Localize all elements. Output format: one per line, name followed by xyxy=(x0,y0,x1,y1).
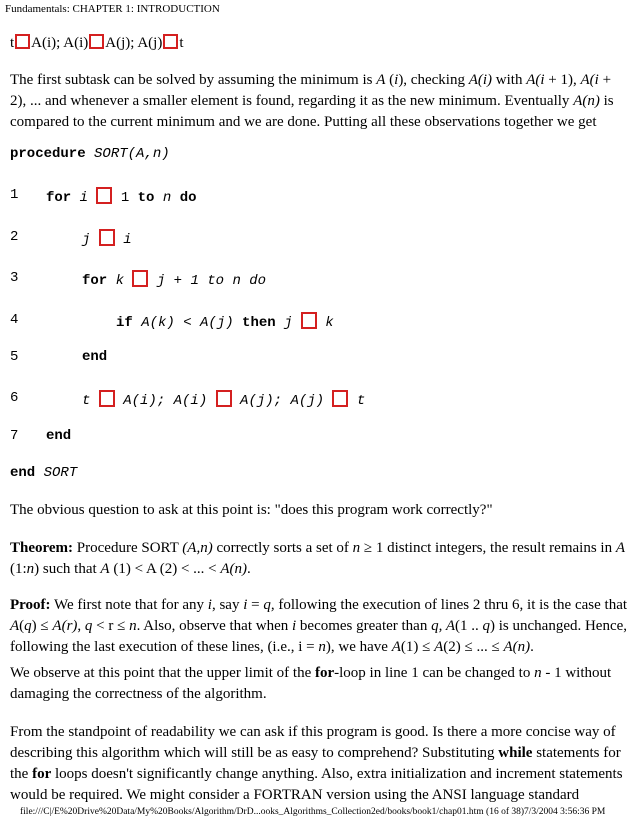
code-line-6-body: t A(i); A(i) A(j); A(j) t xyxy=(82,390,365,409)
assignment-arrow-icon xyxy=(96,187,112,204)
assignment-arrow-icon xyxy=(15,34,30,49)
code-line-7: 7 xyxy=(10,428,19,444)
code-line-2: 2 xyxy=(10,229,19,245)
code-line-4-body: if A(k) < A(j) then j k xyxy=(116,312,334,331)
code-line-3: 3 xyxy=(10,270,19,286)
code-line-4: 4 xyxy=(10,312,19,328)
paragraph-proof: Proof: We first note that for any i, say i = q, following the execution of lines 2 thru 6, it is the case that A(q) ≤ A(r), q < r ≤ n. Also, observe that when i becomes greater than q, A(1 .. q) is unchanged. Hence, following the last execution of these lines, (i.e., i = n), we have A(1) ≤ A(2) ≤ ... ≤ A(n). xyxy=(10,597,628,655)
assignment-arrow-icon xyxy=(216,390,232,407)
assignment-arrow-icon xyxy=(301,312,317,329)
assignment-arrow-icon xyxy=(163,34,178,49)
paragraph-observe: We observe at this point that the upper limit of the for-loop in line 1 can be changed to n - 1 without damaging the correctness of the algorithm. xyxy=(10,665,612,702)
assignment-arrow-icon xyxy=(132,270,148,287)
page-footer: file:///C|/E%20Drive%20Data/My%20Books/Algorithm/DrD...ooks_Algorithms_Collection2ed/books/book1/chap01.htm (16 of 38)7/3/2004 3:56:36 PM xyxy=(20,807,606,817)
code-line-5-body: end xyxy=(82,349,108,365)
code-procedure-line: procedure SORT(A,n) xyxy=(10,146,170,162)
assignment-arrow-icon xyxy=(99,229,115,246)
paragraph-readability: From the standpoint of readability we can ask if this program is good. Is there a more concise way of describing this algorithm which will still be as easy to comprehend? Substituting while statements for the for loops doesn't significantly change anything. Also, extra initialization and increment statements would be required. We might consider a FORTRAN version using the ANSI language standard xyxy=(10,724,623,803)
assignment-arrow-icon xyxy=(332,390,348,407)
code-end-line: end SORT xyxy=(10,465,78,481)
code-line-3-body: for k j + 1 to n do xyxy=(82,270,266,289)
assignment-arrow-icon xyxy=(89,34,104,49)
code-line-1-body: for i 1 to n do xyxy=(46,187,197,206)
paragraph-subtask: The first subtask can be solved by assuming the minimum is A (i), checking A(i) with A(i + 1), A(i + 2), ... and whenever a smaller element is found, regarding it as the new minimum. Eventually A(n) is compared to the current minimum and we are done. Putting all these observations together we get xyxy=(10,72,614,130)
page-header: Fundamentals: CHAPTER 1: INTRODUCTION xyxy=(5,3,220,15)
paragraph-question: The obvious question to ask at this point is: "does this program work correctly?" xyxy=(10,502,493,518)
code-line-1: 1 xyxy=(10,187,19,203)
assignment-arrow-icon xyxy=(99,390,115,407)
code-line-6: 6 xyxy=(10,390,19,406)
code-line-5: 5 xyxy=(10,349,19,365)
code-line-7-body: end xyxy=(46,428,72,444)
swap-statement: t A(i); A(i) A(j); A(j) t xyxy=(10,35,184,51)
code-line-2-body: j i xyxy=(82,229,132,248)
paragraph-theorem: Theorem: Procedure SORT (A,n) correctly sorts a set of n ≥ 1 distinct integers, the result remains in A (1:n) such that A (1) < A (2) < ... < A(n). xyxy=(10,540,625,577)
